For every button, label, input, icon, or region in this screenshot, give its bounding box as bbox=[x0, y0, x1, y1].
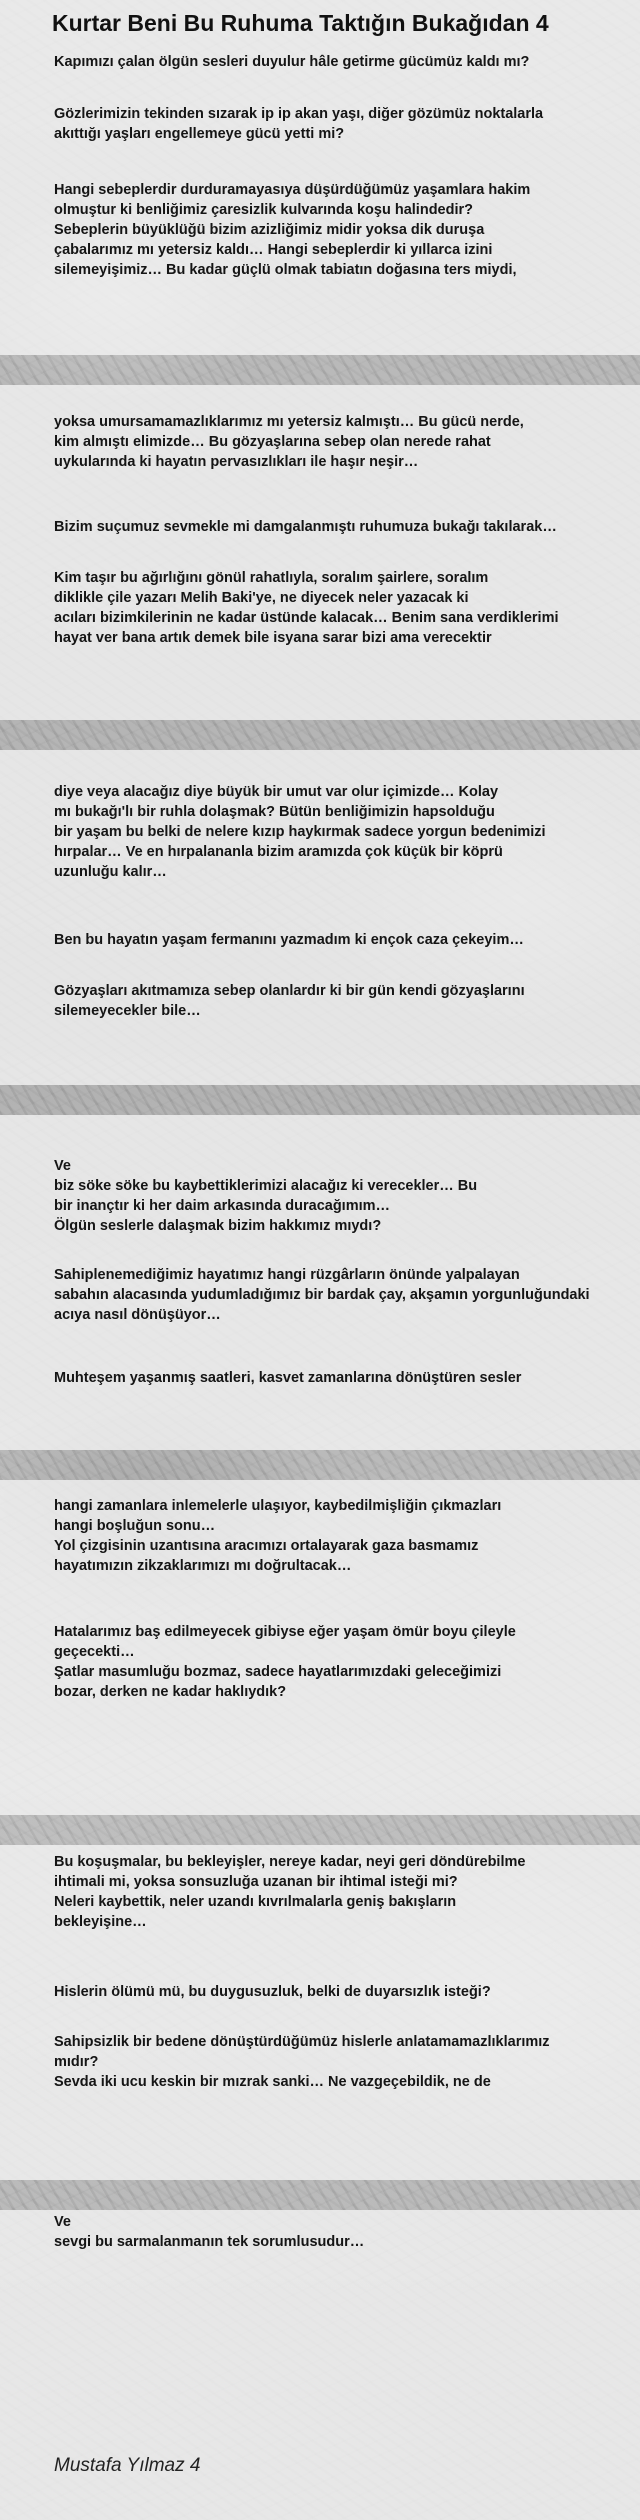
stanza: Hangi sebeplerdir durduramayasıya düşürdüğümüz yaşamlara hakim olmuştur ki benliğimiz çaresizlik kulvarında koşu halindedir? Sebeplerin büyüklüğü bizim azizliğimiz midir yoksa dik duruşa çabalarımız mı yetersiz kaldı… Hangi sebeplerdir ki yıllarca izini silemeyişimiz… Bu kadar güçlü olmak tabiatın doğasına ters miydi, bbox=[54, 182, 531, 278]
stanza: Muhteşem yaşanmış saatleri, kasvet zamanlarına dönüştüren sesler bbox=[54, 1370, 522, 1386]
stanza: Bizim suçumuz sevmekle mi damgalanmıştı ruhumuza bukağı takılarak… bbox=[54, 519, 557, 535]
section-divider bbox=[0, 355, 640, 385]
section-divider bbox=[0, 1815, 640, 1845]
stanza: Gözyaşları akıtmamıza sebep olanlardır ki bir gün kendi gözyaşlarını silemeyecekler bile… bbox=[54, 983, 525, 1019]
section-divider bbox=[0, 1085, 640, 1115]
stanza: hangi zamanlara inlemelerle ulaşıyor, kaybedilmişliğin çıkmazları hangi boşluğun sonu… Yol çizgisinin uzantısına aracımızı ortalayarak gaza basmamız hayatımızın zikzaklarımızı mı doğrultacak… bbox=[54, 1498, 502, 1574]
section-divider bbox=[0, 720, 640, 750]
author-signature: Mustafa Yılmaz 4 bbox=[54, 2455, 201, 2476]
stanza: diye veya alacağız diye büyük bir umut var olur içimizde… Kolay mı bukağı'lı bir ruhla dolaşmak? Bütün benliğimizin hapsolduğu bir yaşam bu belki de nelere kızıp haykırmak sadece yorgun bedenimizi hırpalar… Ve en hırpalananla bizim aramızda çok küçük bir köprü uzunluğu kalır… bbox=[54, 784, 546, 880]
stanza: Sahiplenemediğimiz hayatımız hangi rüzgârların önünde yalpalayan sabahın alacasında yudumladığımız bir bardak çay, akşamın yorgunluğundaki acıya nasıl dönüşüyor… bbox=[54, 1267, 590, 1323]
stanza: Ve sevgi bu sarmalanmanın tek sorumlusudur… bbox=[54, 2214, 365, 2250]
section-divider bbox=[0, 1450, 640, 1480]
stanza: Bu koşuşmalar, bu bekleyişler, nereye kadar, neyi geri döndürebilme ihtimali mi, yoksa sonsuzluğa uzanan bir ihtimal isteği mi? Neleri kaybettik, neler uzandı kıvrılmalarla geniş bakışların bekleyişine… bbox=[54, 1854, 526, 1930]
stanza: Kim taşır bu ağırlığını gönül rahatlıyla, soralım şairlere, soralım diklikle çile yazarı Melih Baki'ye, ne diyecek neler yazacak ki acıları bizimkilerinin ne kadar üstünde kalacak… Benim sana verdiklerimi hayat ver bana artık demek bile isyana sarar bizi ama verecektir bbox=[54, 570, 559, 646]
stanza: Ve biz söke söke bu kaybettiklerimizi alacağız ki verecekler… Bu bir inançtır ki her daim arkasında duracağımım… Ölgün seslerle dalaşmak bizim hakkımız mıydı? bbox=[54, 1158, 478, 1234]
stanza: Sahipsizlik bir bedene dönüştürdüğümüz hislerle anlatamamazlıklarımız mıdır? Sevda iki ucu keskin bir mızrak sanki… Ne vazgeçebildik, ne de bbox=[54, 2034, 550, 2090]
stanza: yoksa umursamamazlıklarımız mı yetersiz kalmıştı… Bu gücü nerde, kim almıştı elimizde… Bu gözyaşlarına sebep olan nerede rahat uykularında ki hayatın pervasızlıkları ile haşır neşir… bbox=[54, 414, 524, 470]
section-divider bbox=[0, 2180, 640, 2210]
stanza: Hislerin ölümü mü, bu duygusuzluk, belki de duyarsızlık isteği? bbox=[54, 1984, 491, 2000]
stanza: Kapımızı çalan ölgün sesleri duyulur hâle getirme gücümüz kaldı mı? bbox=[54, 54, 530, 70]
poem-title: Kurtar Beni Bu Ruhuma Taktığın Bukağıdan 4 bbox=[52, 10, 549, 36]
stanza: Gözlerimizin tekinden sızarak ip ip akan yaşı, diğer gözümüz noktalarla akıttığı yaşları engellemeye gücü yetti mi? bbox=[54, 106, 544, 142]
stanza: Hatalarımız baş edilmeyecek gibiyse eğer yaşam ömür boyu çileyle geçecekti… Şatlar masumluğu bozmaz, sadece hayatlarımızdaki geleceğimizi bozar, derken ne kadar haklıydık? bbox=[54, 1624, 516, 1700]
stanza: Ben bu hayatın yaşam fermanını yazmadım ki ençok caza çekeyim… bbox=[54, 932, 524, 948]
